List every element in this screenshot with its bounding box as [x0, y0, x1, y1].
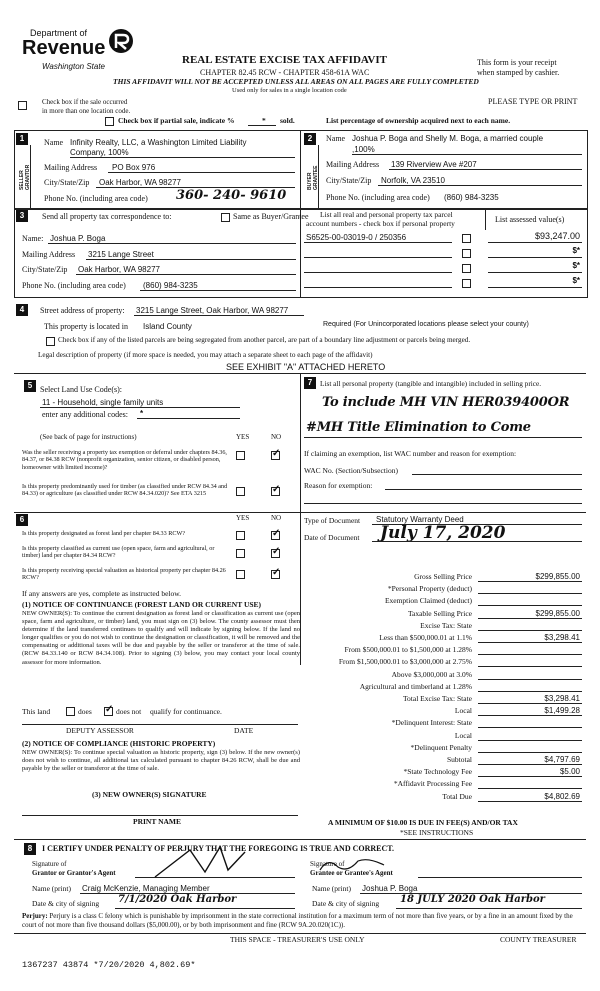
grantee-date-city[interactable]: 18 JULY 2020 Oak Harbor: [400, 894, 545, 905]
parcel-assessed-value[interactable]: $*: [572, 261, 580, 270]
corr-phone[interactable]: (860) 984-3235: [143, 281, 198, 290]
ownership-pct-note: List percentage of ownership acquired next to each name.: [326, 116, 511, 125]
partial-sale-end: sold.: [280, 116, 295, 125]
section-8-badge: 8: [24, 843, 36, 855]
current-use-question: Is this property classified as current use (open space, farm and agricultural, or timber) land per chapter 84.34 RCW?: [22, 545, 215, 560]
q2-no-checkbox[interactable]: [271, 487, 280, 496]
calc-value[interactable]: $1,499.28: [544, 706, 580, 716]
seller-city-label: City/State/Zip: [44, 178, 90, 187]
personal-property-checkbox[interactable]: [462, 279, 471, 288]
corr-phone-label: Phone No. (including area code): [22, 281, 126, 290]
see-instructions-note: *SEE INSTRUCTIONS: [400, 828, 474, 837]
receipt-note-2: when stamped by cashier.: [477, 68, 560, 77]
personal-property-line-2[interactable]: #MH Title Elimination to Come: [306, 420, 531, 435]
buyer-name-label: Name: [326, 134, 346, 143]
grantee-name-label: Name (print): [312, 884, 351, 893]
corr-mail-label: Mailing Address: [22, 250, 76, 259]
buyer-phone[interactable]: (860) 984-3235: [444, 193, 499, 202]
q1-no-checkbox[interactable]: [271, 451, 280, 460]
certify-statement: I CERTIFY UNDER PENALTY OF PERJURY THAT THE FOREGOING IS TRUE AND CORRECT.: [42, 844, 395, 853]
buyer-name-2[interactable]: ,100%: [352, 145, 375, 154]
buyer-phone-label: Phone No. (including area code): [326, 193, 430, 202]
calc-value[interactable]: $5.00: [559, 767, 580, 777]
seller-mail[interactable]: PO Box 976: [112, 163, 156, 172]
document-date[interactable]: July 17, 2020: [380, 523, 506, 543]
legal-description-label: Legal description of property (if more space is needed, you may attach a separate sheet to each page of the affidavit): [38, 351, 373, 359]
deputy-assessor-label: DEPUTY ASSESSOR: [66, 726, 134, 735]
continuance-title: (1) NOTICE OF CONTINUANCE (FOREST LAND OR CURRENT USE): [22, 600, 262, 609]
multi-location-checkbox[interactable]: [18, 101, 27, 110]
grantee-sig-label-1: Signature of: [310, 860, 345, 868]
grantee-name[interactable]: Joshua P. Boga: [362, 884, 418, 893]
seller-label: SELLER GRANTOR: [19, 164, 31, 190]
calc-label: From $1,500,000.01 to $3,000,000 at 2.75%: [338, 657, 472, 667]
receipt-note-1: This form is your receipt: [477, 58, 557, 67]
current-use-no-checkbox[interactable]: [271, 549, 280, 558]
print-name-label: PRINT NAME: [133, 817, 181, 826]
segregated-checkbox[interactable]: [46, 337, 55, 346]
seller-mail-label: Mailing Address: [44, 163, 98, 172]
dept-of-text: Department of: [30, 28, 88, 38]
form-chapter: CHAPTER 82.45 RCW - CHAPTER 458-61A WAC: [200, 68, 370, 77]
located-in-label: This property is located in: [44, 322, 128, 331]
county-treasurer-label: COUNTY TREASURER: [500, 935, 577, 944]
q1-yes-checkbox[interactable]: [236, 451, 245, 460]
grantor-date-city-label: Date & city of signing: [32, 899, 100, 908]
wac-number-label: WAC No. (Section/Subsection): [304, 466, 398, 475]
grantor-name-label: Name (print): [32, 884, 71, 893]
partial-sale-checkbox[interactable]: [105, 117, 114, 126]
parcel-assessed-value[interactable]: $93,247.00: [534, 231, 580, 241]
parcels-header-1: List all real and personal property tax parcel: [320, 210, 453, 219]
land-use-value[interactable]: 11 - Household, single family units: [42, 398, 164, 407]
perjury-note: [22, 912, 584, 929]
please-type-note: PLEASE TYPE OR PRINT: [488, 97, 578, 106]
calc-label: *Affidavit Processing Fee: [393, 779, 472, 789]
exemption-question: Was the seller receiving a property tax exemption or deferral under chapters 84.36, 84.37, or 84.38 RCW (nonprofit organization, senior citizen, or disabled person, homeowner with limited income)?: [22, 449, 227, 471]
partial-sale-label: Check box if partial sale, indicate %: [118, 116, 235, 125]
this-land-label: This land: [22, 707, 51, 716]
grantee-sig-label-2: Grantee or Grantee's Agent: [310, 869, 393, 877]
qualify-label: qualify for continuance.: [150, 707, 222, 716]
corr-mail[interactable]: 3215 Lange Street: [88, 250, 154, 259]
minimum-due-note: A MINIMUM OF $10.00 IS DUE IN FEE(S) AND/OR TAX: [328, 818, 518, 827]
dor-logo-icon: [108, 26, 134, 56]
personal-property-checkbox[interactable]: [462, 249, 471, 258]
calc-label: *Delinquent Interest: State: [391, 718, 472, 728]
correspondence-label: Send all property tax correspondence to:: [42, 212, 172, 221]
seller-city[interactable]: Oak Harbor, WA 98277: [99, 178, 181, 187]
buyer-mail[interactable]: 139 Riverview Ave #207: [391, 160, 477, 169]
buyer-name-1[interactable]: Joshua P. Boga and Shelly M. Boga, a married couple: [352, 134, 544, 143]
calc-label: From $500,000.01 to $1,500,000 at 1.28%: [344, 645, 472, 655]
grantor-signature: [150, 842, 250, 882]
see-back-note: (See back of page for instructions): [40, 433, 137, 441]
parcel-number[interactable]: S6525-00-03019-0 / 250356: [306, 233, 407, 242]
buyer-city[interactable]: Norfolk, VA 23510: [381, 176, 445, 185]
form-warning: THIS AFFIDAVIT WILL NOT BE ACCEPTED UNLESS ALL AREAS ON ALL PAGES ARE FULLY COMPLETED: [113, 77, 479, 86]
street-address-label: Street address of property:: [40, 306, 125, 315]
forest-no-checkbox[interactable]: [271, 531, 280, 540]
dor-logo: [22, 24, 132, 76]
calc-label: Total Due: [442, 791, 472, 801]
document-date-label: Date of Document: [304, 533, 360, 542]
same-as-buyer-label: Same as Buyer/Grantee: [233, 212, 309, 221]
no-header-5: NO: [271, 433, 282, 441]
land-use-label: Select Land Use Code(s):: [40, 385, 122, 394]
parcel-assessed-value[interactable]: $*: [572, 276, 580, 285]
calc-label: Taxable Selling Price: [407, 608, 472, 618]
calc-value[interactable]: $4,797.69: [544, 755, 580, 764]
no-header-6: NO: [271, 514, 282, 522]
yes-header-5: YES: [236, 433, 250, 441]
calc-label: *Delinquent Penalty: [410, 742, 472, 752]
grantor-sig-label-2: Grantor or Grantor's Agent: [32, 869, 116, 877]
does-label: does: [78, 707, 92, 716]
document-type[interactable]: Statutory Warranty Deed: [376, 515, 464, 524]
calc-label: Gross Selling Price: [414, 572, 472, 581]
segregated-label: Check box if any of the listed parcels are being segregated from another parcel, are part of a boundary line adjustment or parcels being merged.: [58, 336, 471, 344]
buyer-city-label: City/State/Zip: [326, 176, 372, 185]
does-not-label: does not: [116, 707, 142, 716]
corr-name-label: Name:: [22, 234, 44, 243]
calc-label: Above $3,000,000 at 3.0%: [391, 669, 472, 679]
additional-codes-label: enter any additional codes:: [42, 410, 128, 419]
new-owner-signature-label: (3) NEW OWNER(S) SIGNATURE: [92, 790, 207, 799]
calc-value[interactable]: $3,298.41: [544, 694, 580, 703]
calc-label: Exemption Claimed (deduct): [384, 596, 472, 606]
forest-land-question: Is this property designated as forest land per chapter 84.33 RCW?: [22, 530, 186, 537]
q2-yes-checkbox[interactable]: [236, 487, 245, 496]
seller-phone-label: Phone No. (including area code): [44, 194, 148, 203]
assessed-value-header: List assessed value(s): [495, 215, 565, 224]
compliance-body: NEW OWNER(S): To continue special valuation as historic property, sign (3) below. If the new owner(s) does not wish to continue, all additional tax calculated pursuant to chapter 84.26 RCW, shall be due and payable by the seller or transferor at the time of sale.: [22, 749, 300, 773]
calc-label: Local: [454, 730, 472, 740]
revenue-text: Revenue: [22, 37, 106, 59]
compliance-title: (2) NOTICE OF COMPLIANCE (HISTORIC PROPERTY): [22, 739, 216, 748]
street-address[interactable]: 3215 Lange Street, Oak Harbor, WA 98277: [136, 306, 289, 315]
treasurer-use-label: THIS SPACE - TREASURER'S USE ONLY: [230, 935, 365, 944]
grantor-sig-label-1: Signature of: [32, 860, 67, 868]
assessor-date-label: DATE: [234, 726, 254, 735]
calc-label: Excise Tax: State: [420, 620, 472, 630]
multi-location-label-1: Check box if the sale occurred: [42, 98, 128, 106]
calc-label: Local: [454, 706, 472, 716]
calc-label: *Personal Property (deduct): [387, 584, 472, 594]
calc-value[interactable]: $3,298.41: [544, 633, 580, 642]
section-2-badge: 2: [304, 133, 316, 145]
county-required-note: Required (For Unincorporated locations please select your county): [323, 321, 529, 328]
historic-no-checkbox[interactable]: [271, 570, 280, 579]
if-yes-note: If any answers are yes, complete as instructed below.: [22, 589, 182, 598]
personal-property-checkbox[interactable]: [462, 264, 471, 273]
yes-header-6: YES: [236, 514, 250, 522]
exemption-claim-label: If claiming an exemption, list WAC number and reason for exemption:: [304, 449, 517, 458]
corr-city[interactable]: Oak Harbor, WA 98277: [78, 265, 160, 274]
calc-value[interactable]: $4,802.69: [544, 791, 580, 801]
county-value[interactable]: Island County: [143, 322, 192, 331]
does-not-checkbox[interactable]: [104, 707, 113, 716]
timber-question: Is this property predominantly used for timber (as classified under RCW 84.34 and 84.33) or agriculture (as classified under RCW 84.34.020)? See ETA 3215: [22, 483, 228, 498]
single-location-note: Used only for sales in a single location code: [232, 87, 347, 94]
form-title: REAL ESTATE EXCISE TAX AFFIDAVIT: [182, 54, 387, 66]
document-type-label: Type of Document: [304, 516, 361, 525]
historic-yes-checkbox[interactable]: [236, 570, 245, 579]
calc-label: Less than $500,000.01 at 1.1%: [379, 633, 472, 642]
buyer-label: BUYER GRANTEE: [307, 165, 319, 190]
calc-label: Agricultural and timberland at 1.28%: [359, 681, 472, 691]
partial-sale-value[interactable]: *: [262, 116, 266, 125]
section-5-badge: 5: [24, 380, 36, 392]
seller-phone[interactable]: 360- 240- 9610: [176, 188, 287, 203]
calc-label: Total Excise Tax: State: [402, 694, 472, 703]
corr-city-label: City/State/Zip: [22, 265, 68, 274]
seller-name-label: Name: [44, 138, 64, 147]
parcels-header-2: account numbers - check box if personal property: [306, 219, 455, 228]
does-checkbox[interactable]: [66, 707, 75, 716]
grantee-date-city-label: Date & city of signing: [312, 899, 380, 908]
section-1-badge: 1: [16, 133, 28, 145]
same-as-buyer-checkbox[interactable]: [221, 213, 230, 222]
perjury-text: Perjury is a class C felony which is punishable by imprisonment in the state correctional institution for a maximum term of not more than five years, or by a fine in an amount fixed by the court of not more than five thousand dollars ($5,000.00), or by both imprisonment and fine (RCW 9A.20.020(1C)).: [22, 912, 573, 929]
forest-yes-checkbox[interactable]: [236, 531, 245, 540]
seller-name-1[interactable]: Infinity Realty, LLC, a Washington Limited Liability: [70, 138, 247, 147]
washington-state-text: Washington State: [42, 62, 106, 71]
personal-property-label: List all personal property (tangible and intangible) included in selling price.: [320, 379, 542, 388]
current-use-yes-checkbox[interactable]: [236, 549, 245, 558]
grantor-name[interactable]: Craig McKenzie, Managing Member: [82, 884, 210, 893]
continuance-body: NEW OWNER(S): To continue the current designation as forest land or classification as current use (open space, farm and agriculture, or timber) land, you must sign on (3) below. The county assessor must then determine if the land transferred continues to qualify and will indicate by signing below. If the land no longer qualifies or you do not wish to continue the designation or classification, it will be removed and the compensating or additional taxes will be due and payable by the seller or transferor at the time of sale. (RCW 84.33.140 or RCW 84.34.108). Prior to signing (3) below, you may contact your local county assessor for more information.: [22, 610, 300, 666]
section-4-badge: 4: [16, 304, 28, 316]
personal-property-checkbox[interactable]: [462, 234, 471, 243]
grantor-date-city[interactable]: 7/1/2020 Oak Harbor: [118, 894, 237, 905]
section-3-badge: 3: [16, 210, 28, 222]
personal-property-line-1[interactable]: To include MH VIN HER039400OR: [322, 395, 570, 410]
calc-label: *State Technology Fee: [403, 767, 472, 777]
reason-label: Reason for exemption:: [304, 481, 373, 490]
calc-label: Subtotal: [446, 755, 472, 764]
section-7-badge: 7: [304, 377, 316, 389]
historic-question: Is this property receiving special valuation as historical property per chapter 84.26 RCW?: [22, 567, 226, 582]
buyer-mail-label: Mailing Address: [326, 160, 380, 169]
multi-location-label-2: in more than one location code.: [42, 107, 131, 115]
perjury-label: Perjury:: [22, 912, 48, 920]
parcel-assessed-value[interactable]: $*: [572, 246, 580, 255]
section-6-badge: 6: [16, 514, 28, 526]
corr-name[interactable]: Joshua P. Boga: [50, 234, 106, 243]
grantee-signature: [318, 855, 388, 875]
seller-name-2[interactable]: Company, 100%: [70, 148, 129, 157]
legal-description[interactable]: SEE EXHIBIT "A" ATTACHED HERETO: [226, 362, 386, 372]
calc-value[interactable]: $299,855.00: [535, 608, 580, 618]
additional-codes-value[interactable]: *: [140, 409, 144, 418]
cashier-stamp: 1367237 43874 *7/20/2020 4,802.69*: [22, 960, 196, 970]
calc-value[interactable]: $299,855.00: [535, 572, 580, 581]
